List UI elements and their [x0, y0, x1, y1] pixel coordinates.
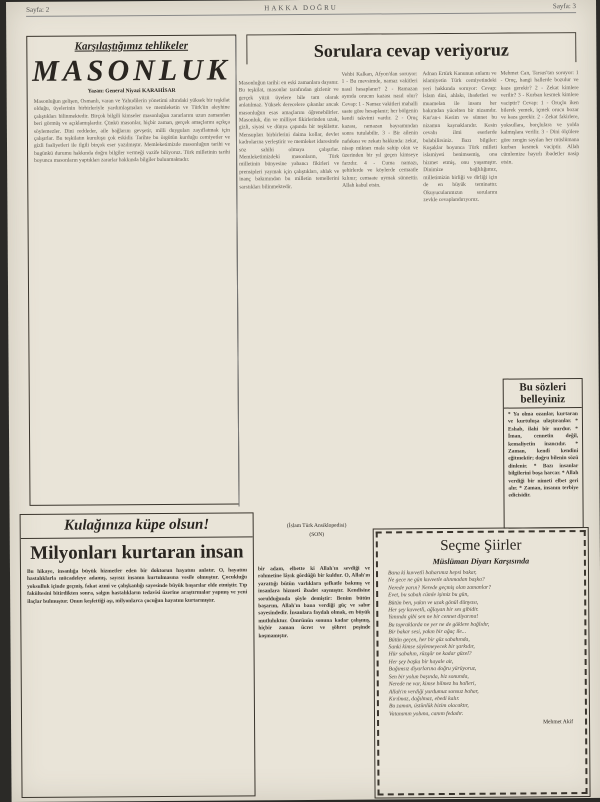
sorulara-col1: [342, 71, 421, 572]
poem-line: Bütün geçen, her bir güz sabahında,: [388, 636, 470, 644]
poem-line: Kırılmaz, dağılmaz, ebedi kalır.: [388, 695, 460, 703]
secme-siirler-title: Seçme Şiirler: [440, 537, 522, 555]
source-end: (SON): [309, 531, 325, 538]
bu-sozleri-box: [503, 378, 584, 529]
poem-line: Her şey kuvvetli, ağlayan bir ses gibidir.: [388, 606, 479, 614]
poem-line: Ne gece ne gün kuvvetle alınmadan başka?: [388, 577, 485, 584]
sorulara-title: Sorulara cevap veriyoruz: [246, 32, 576, 64]
kulaginiza-article: [20, 512, 256, 798]
sorulara-col2: [422, 71, 499, 572]
poem-line: Sanki kimse söylemeyecek bir şarkıdır,: [388, 643, 475, 651]
poem-line: Evet, bu sabah cümle işimiz bu gün,: [388, 592, 469, 599]
poem-line: Hür sabahın, rüzgâr ne kadar güzel?: [388, 651, 472, 658]
poem-title: Müslüman Diyarı Karşısında: [432, 556, 530, 567]
newspaper-page: [6, 0, 600, 802]
poem-line: Bu topraklarda ne yer ne de göklere bağlıdır,: [388, 621, 490, 629]
kulaginiza-col2: bir adam, elbette ki Allah'ın sevdiği ve rahmetine lâyık gördüğü bir kuldur. O, Allah'ın yarattığı bütün varlıklara şefkatle bakmış ve insanlara hizmeti ibadet saymıştır. Kendisine sorulduğunda şöyle demiştir: Benim bütün başarım, Allah'ın bana verdiği güç ve sabır sayesindedir. İnsanlara faydalı olmak, en büyük mutluluktur. Ömrünün sonuna kadar çalışmış, hiçbir zaman ücret ve şöhret peşinde koşmamıştır.: [257, 565, 371, 639]
poem-line: Bu zaman, üstünlük bizim olacaktır,: [388, 703, 469, 710]
poem-line: Her şey başka bir hayale ait,: [388, 658, 454, 666]
kulaginiza-col1: Bu hikaye, insanlığa büyük hizmetler eden bir doktorun hayatını anlatır. O, hayatını hastalıklarla mücadeleye adamış, sayısız insanın kurtulmasına vesile olmuştur. Çocukluğu yoksulluk içinde geçmiş, fakat azmi ve çalışkanlığı sayesinde büyük başarılar elde etmiştir. Tıp fakültesini bitirdikten sonra, salgın hastalıkların tedavisi üzerine araştırmalar yapmış ve yeni ilaçlar bulmuştur. Onun keşfettiği aşı, milyonlarca çocuğun hayatını kurtarmıştır.: [26, 567, 248, 605]
page-number-right: Sayfa: 3: [552, 2, 577, 11]
masonluk-article: [26, 34, 239, 505]
masonluk-title: MASONLUK: [32, 53, 231, 88]
spacer: [310, 560, 370, 570]
bu-sozleri-title: Bu sözleri belleyiniz: [504, 379, 582, 409]
sorulara-col1-text: Vehbi Kalkan, Afyon'dan soruyor: 1 - Bu mevsimde, namaz vakitleri nasıl hesaplanır? 2 - Ramazan ayında orucun kazası nasıl olur? Cevap: 1 - Namaz vakitleri mahalli saate göre hesaplanır; her bölgenin kendi takvimi vardır. 2 - Oruç kazası, ramazan bayramından sonra tutulabilir. 3 - Bir ailenin nafakası ve zekatı hakkında: zekat, nisap miktarı mala sahip olan ve üzerinden bir yıl geçen kimseye farzdır. 4 - Cuma namazı, şehirlerde ve köylerde cemaatle kılınır; cemaate uymak sünnettir. Allah kabul etsin.: [341, 71, 419, 189]
masonluk-byline: Yazan: General Niyazi KARAHİSAR: [87, 87, 176, 95]
sorulara-col3-text: Mehmet Can, Tarsus'tan soruyor: 1 - Oruç, hangi hallerde bozulur ve kaza gerekir? 2 - Zekat kimlere verilir? 3 - Kurban kesmek kimlere vaciptir? Cevap: 1 - Oruçlu iken bilerek yemek, içmek orucu bozar ve kaza gerekir. 2 - Zekat fakirlere, yoksullara, borçlulara ve yolda kalmışlara verilir. 3 - Dini ölçülere göre zengin sayılan her müslümana kurban kesmek vaciptir. Allah cümlemize hayırlı ibadetler nasip etsin.: [500, 70, 580, 166]
poem-line: Vatanımın yoluna, canım fedadır.: [388, 710, 464, 718]
secme-siirler-box: [376, 530, 588, 795]
sorulara-col3: [500, 70, 580, 371]
masonluk-body-mid: Masonluğun tarihi: en eski zamanlara dayanır. Bu teşkilat, masonlar tarafından gizlenir ve gerçek yüzü üyelere bile tam olarak anlatılmaz. Yüksek derecelere çıkanlar ancak masonluğun esas amaçlarını öğrenebilirler. Masonluk, din ve milliyet fikirlerinden uzak, gizli, siyasi ve dünya çapında bir teşkilattır. Mensupları birbirlerini daima kollar, devlet kadrolarına yerleştirir ve memleket idaresinde söz sahibi olmaya çalışırlar. Memleketimizdeki masonların, Türk milletinin bünyesine yabancı fikirleri ve prensipleri yaymak için çalıştıkları, ahlak ve inanç bakımından bu milletin temellerini sarstıkları bilinmektedir.: [238, 79, 340, 191]
poem-line: Nerede yarın? Nerede geçmiş olan zamanlar?: [388, 584, 492, 592]
poem-author: Mehmet Akif: [543, 719, 574, 726]
kulaginiza-title: Kulağınıza küpe olsun!: [21, 513, 253, 539]
sorulara-header: [246, 32, 576, 64]
poem-line: Bağımsız diyarlarına doğru yürüyoruz,: [388, 666, 477, 673]
poem-line: Allah'ın verdiği yurdumuz sonsuz bahar,: [388, 688, 479, 695]
page-number-left: Sayfa: 2: [26, 5, 50, 14]
sorulara-col2-text: Adnan Ertürk Kanunun anlamı ve islamiyetin Türk cemiyetindeki yeri hakkında soruyor: Cevap: İslam dini, ahlakı, ibadetleri ve muamelatı ile insanı her bakımdan yücelten bir nizamdır. Kur'an-ı Kerim ve sünnet bu nizamın kaynaklarıdır. Kesin cevabı ilmi eserlerde bulabilirsiniz. Bazı bilgiler: Kuşaklar boyunca Türk milleti islamiyeti benimsemiş, ona hizmet etmiş, onu yaşamıştır. Dinimize bağlılığımız, milletimizin birliği ve dirliği için de en büyük teminattır. Okuyucularımızın sorularını zevkle cevaplandırıyoruz.: [422, 70, 498, 204]
masonluk-kicker: Karşılaştığımız tehlikeler: [74, 39, 189, 53]
paper-name: HAKKA DOĞRU: [264, 3, 338, 13]
bu-sozleri-body: * Ya olma ozanlar, kurtaran ve kurtuluşa ulaştıranlar. * Eshab, ilahi bir nurdur. * İman, cennetin değil, kemaliyetin inancıdır. * Zaman, kendi kendini eğitmektir; doğru bilenin sözü dinlenir. * Bazı insanlar bilgilerini boşa harcar. * Allah verdiği bir nimeti elbet geri alır. * Zaman, insanın terbiye edicisidir.: [507, 411, 579, 500]
poem-line: Bana ki kuvvetli baharımız hepsi bakar,: [387, 569, 477, 577]
poem-line: Yanında gibi sen ne bir cennet diyarına!: [388, 614, 479, 621]
masonluk-body-left: Masonluğun gelişen, Osmanlı, varan ve Yahudilerin yönetimi altındaki yüksek bir teşkilat olduğu, üyelerinin birbirleriyle yardımlaşmaları ve memleketin ve Türk'ün aleyhine çalıştıkları bilinmektedir. Birçok bilgili kimseler masonluğun zararlarını uzun zamandan beri görmüş ve açıklamışlardır. Çünkü masonlar, hiçbir zaman, gerçek amaçlarını açıkça söylemezler. Dini reddeder, aile bağlarını gevşetir, milli duyguları zayıflatmak için çalışırlar. Bu teşkilatın kuruluşu çok eskidir. Tarihte bu örgütün kurduğu cemiyetler ve gizli faaliyetleri ile ilgili birçok eser yazılmıştır. Memleketimizde masonluğun tarihi ve bugünkü durumu hakkında doğru bilgiler vermeği vazife biliyoruz. Türk milletinin tarihi boyunca masonların yaptıkları zararlar hakkında bilgiler bulunmaktadır.: [33, 97, 231, 165]
poem-lines: [378, 569, 585, 719]
kulaginiza-headline: Milyonları kurtaran insan: [30, 541, 244, 564]
source-ref: (İslam Türk Ansiklopedisi): [286, 522, 347, 530]
poem-line: Sen bir yolun başında, biz sonunda,: [388, 673, 469, 681]
page-header: [26, 0, 576, 17]
kulaginiza-col2-wrap: [258, 566, 372, 795]
masonluk-continuation: [239, 80, 342, 501]
poem-line: Bütün ben, yakın ve uzak gönül dünyası,: [388, 599, 479, 607]
poem-line: Bir bakar sesi, yakın bir ağaç ile...: [388, 629, 467, 636]
source-block: [260, 520, 374, 561]
poem-line: Nerede ne var, kimse bilmez bu halleri,: [388, 680, 476, 688]
